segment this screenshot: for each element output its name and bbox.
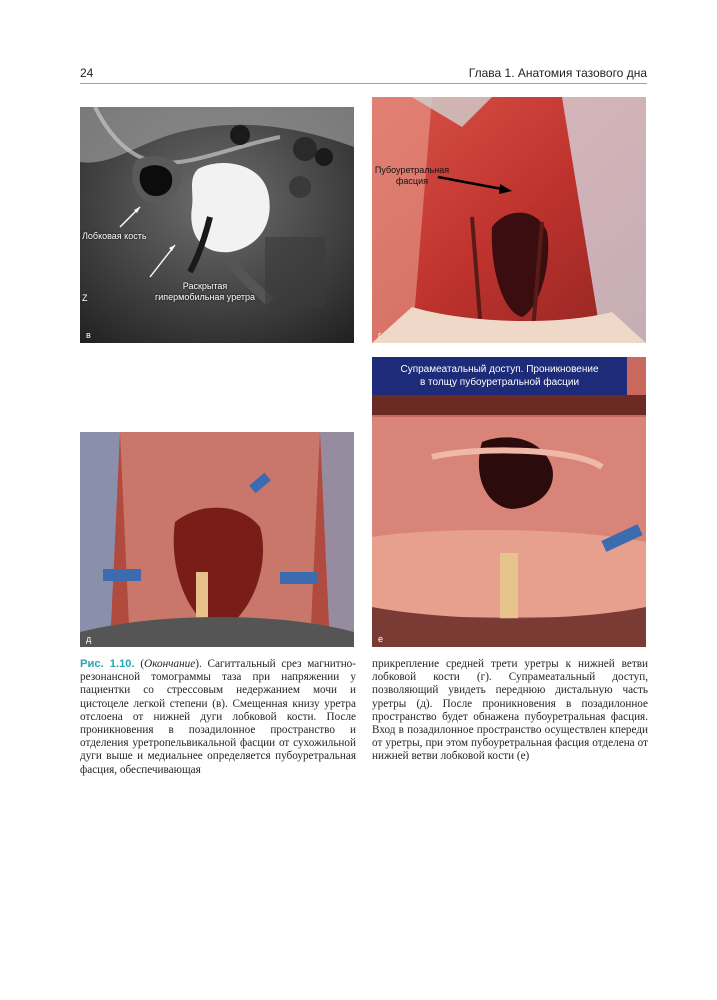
figure-panel-mri bbox=[80, 107, 354, 343]
mri-image bbox=[80, 107, 354, 343]
label-fascia-line2: фасция bbox=[396, 176, 428, 186]
label-pubic-bone: Лобковая кость bbox=[82, 231, 147, 241]
caption-label: Рис. 1.10. bbox=[80, 658, 135, 670]
figure-panel-fascia-entry bbox=[372, 357, 646, 647]
running-header: Глава 1. Анатомия тазового дна bbox=[468, 66, 647, 80]
label-urethra-line2: гипермобильная уретра bbox=[154, 292, 256, 302]
panel-letter-g: г bbox=[378, 330, 382, 340]
figure-banner bbox=[372, 357, 627, 395]
header-rule bbox=[80, 83, 647, 84]
panel-letter-d: д bbox=[86, 634, 92, 644]
caption-left-column: Рис. 1.10. (Окончание). Сагиттальный срез магнитно-резонансной томограммы таза при напряжении у пациентки со стрессовым недержанием мочи и цистоцеле легкой степени (в). Смещенная книзу уретра отслоена от нижней дуги лобковой кости. После проникновения в позадилонное пространство и отделения уретропельвикальной фасции от сухожильной дуги выше и медиальнее определяется пубоуретральная фасция, обеспечивающая bbox=[80, 658, 356, 776]
panel-letter-e: е bbox=[378, 634, 384, 644]
label-urethra bbox=[130, 281, 280, 303]
label-urethra-line1: Раскрытая bbox=[182, 281, 228, 291]
caption-right-column: прикрепление средней трети уретры к нижней ветви лобковой кости (г). Супрамеатальный доступ, позволяющий увидеть переднюю дистальную часть уретры (д). После проникновения в позадилонное пространство будет обнажена пубоуретральная фасция. Вход в позадилонное пространство осуществлен кпереди от уретры, при этом пубоуретральная фасция отделена от нижней ветви лобковой кости (е) bbox=[372, 658, 648, 763]
banner-line1: Супрамеатальный доступ. Проникновение bbox=[400, 364, 599, 375]
surgery-photo-d bbox=[80, 432, 354, 647]
surgery-photo-g bbox=[372, 97, 646, 343]
figure-panel-suprameatal bbox=[80, 432, 354, 647]
surgery-photo-e bbox=[372, 357, 646, 647]
label-fascia-line1: Пубоуретральная bbox=[374, 165, 450, 175]
page-number: 24 bbox=[80, 66, 94, 80]
figure-panel-fascia bbox=[372, 97, 646, 343]
caption-left-text: ). Сагиттальный срез магнитно-резонансной томограммы таза при напряжении у пациентки со стрессовым недержанием мочи и цистоцеле легкой степени (в). Смещенная книзу уретра отслоена от нижней дуги лобковой кости. После проникновения в позадилонное пространство и отделения уретропельвикальной фасции от сухожильной дуги выше и медиальнее определяется пубоуретральная фасция, обеспечивающая bbox=[80, 658, 356, 776]
side-marker: Z bbox=[82, 293, 88, 303]
label-fascia bbox=[374, 165, 450, 187]
banner-line2: в толщу пубоуретральной фасции bbox=[419, 377, 580, 388]
caption-italic: Окончание bbox=[144, 658, 196, 670]
panel-letter-v: в bbox=[86, 330, 91, 340]
